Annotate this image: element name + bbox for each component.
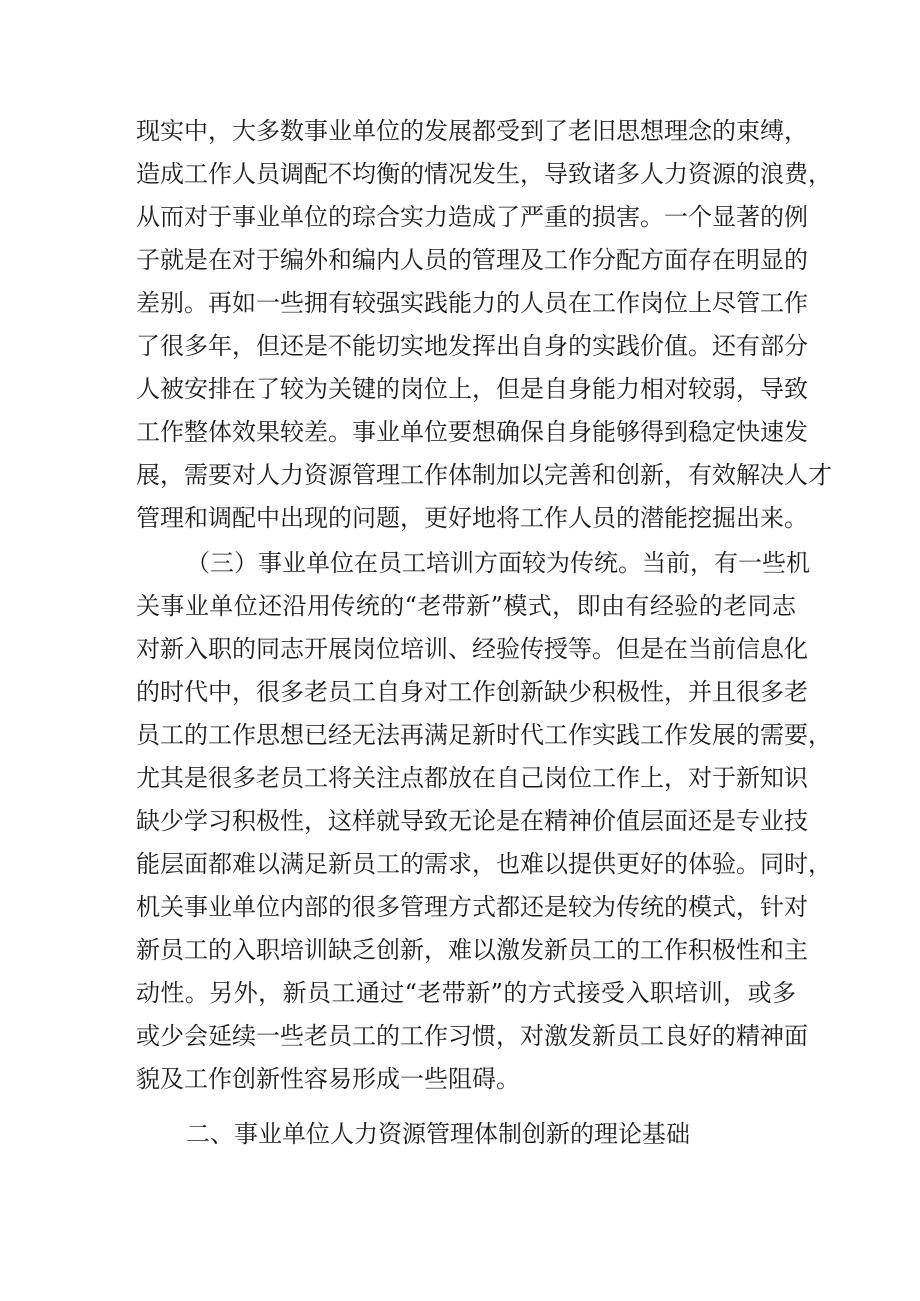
paragraph-line: 对新入职的同志开展岗位培训、经验传授等。但是在当前信息化 <box>136 635 808 663</box>
paragraph-line: 或少会延续一些老员工的工作习惯，对激发新员工良好的精神面 <box>136 1022 808 1050</box>
paragraph-line: 能层面都难以满足新员工的需求，也难以提供更好的体验。同时， <box>136 850 832 878</box>
paragraph-line: 员工的工作思想已经无法再满足新时代工作实践工作发展的需要， <box>136 721 832 749</box>
paragraph-line: 管理和调配中出现的问题，更好地将工作人员的潜能挖掘出来。 <box>136 504 808 532</box>
paragraph-line: 展，需要对人力资源管理工作体制加以完善和创新，有效解决人才 <box>136 461 832 489</box>
paragraph-line: 人被安排在了较为关键的岗位上，但是自身能力相对较弱，导致 <box>136 375 808 403</box>
paragraph-line: 动性。另外，新员工通过“老带新”的方式接受入职培训，或多 <box>136 979 796 1007</box>
paragraph-line: 现实中，大多数事业单位的发展都受到了老旧思想理念的束缚， <box>136 117 808 145</box>
paragraph-line: 尤其是很多老员工将关注点都放在自己岗位工作上，对于新知识 <box>136 764 808 792</box>
section-heading: 二、事业单位人力资源管理体制创新的理论基础 <box>186 1120 690 1148</box>
paragraph-line: （三）事业单位在员工培训方面较为传统。当前，有一些机 <box>186 549 810 577</box>
paragraph-line: 缺少学习积极性，这样就导致无论是在精神价值层面还是专业技 <box>136 807 808 835</box>
paragraph-line: 工作整体效果较差。事业单位要想确保自身能够得到稳定快速发 <box>136 418 808 446</box>
paragraph-line: 新员工的入职培训缺乏创新，难以激发新员工的工作积极性和主 <box>136 936 808 964</box>
paragraph-line: 关事业单位还沿用传统的“老带新”模式，即由有经验的老同志 <box>136 592 796 620</box>
paragraph-line: 的时代中，很多老员工自身对工作创新缺少积极性，并且很多老 <box>136 678 808 706</box>
paragraph-line: 子就是在对于编外和编内人员的管理及工作分配方面存在明显的 <box>136 246 808 274</box>
paragraph-line: 差别。再如一些拥有较强实践能力的人员在工作岗位上尽管工作 <box>136 289 808 317</box>
paragraph-line: 造成工作人员调配不均衡的情况发生，导致诸多人力资源的浪费， <box>136 160 832 188</box>
paragraph-line: 机关事业单位内部的很多管理方式都还是较为传统的模式，针对 <box>136 893 808 921</box>
paragraph-line: 了很多年，但还是不能切实地发挥出自身的实践价值。还有部分 <box>136 332 808 360</box>
paragraph-line: 貌及工作创新性容易形成一些阻碍。 <box>136 1065 520 1093</box>
paragraph-line: 从而对于事业单位的琮合实力造成了严重的损害。一个显著的例 <box>136 203 808 231</box>
